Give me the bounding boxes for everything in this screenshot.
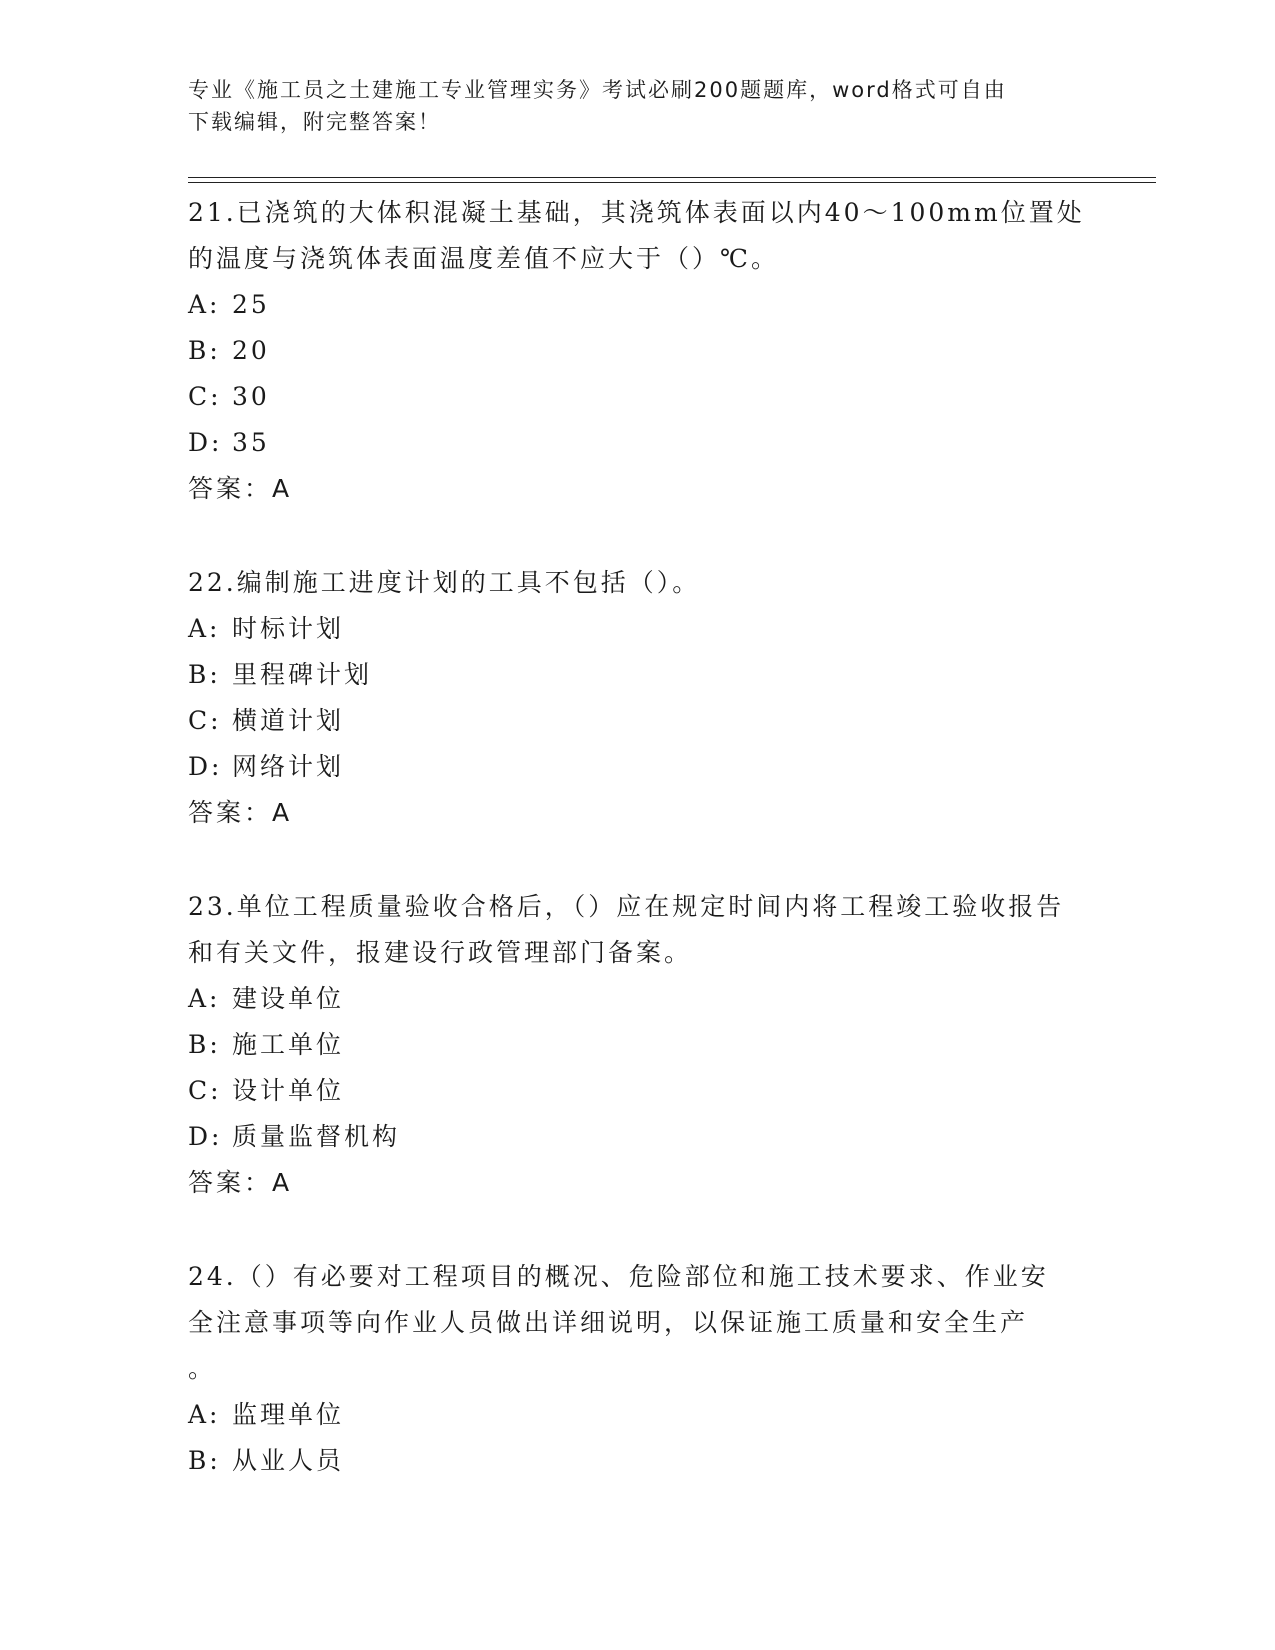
option-b [188, 1022, 1088, 1068]
option-text: 35 [232, 428, 270, 457]
header-line-1: 专业《施工员之土建施工专业管理实务》考试必刷200题题库，word格式可自由 [188, 78, 1007, 102]
option-d [188, 1114, 1088, 1160]
option-c [188, 698, 1088, 744]
option-a [188, 606, 1088, 652]
option-b [188, 1438, 1088, 1484]
option-letter: C: [188, 1076, 222, 1105]
option-text: 质量监督机构 [232, 1122, 401, 1151]
option-text: 施工单位 [232, 1030, 345, 1059]
question-22 [188, 560, 1088, 836]
option-a [188, 282, 1088, 328]
header-divider-top [188, 177, 1156, 178]
option-text: 时标计划 [232, 614, 345, 643]
option-text: 网络计划 [232, 752, 345, 781]
option-letter: B: [188, 1030, 221, 1059]
question-23 [188, 884, 1088, 1206]
option-letter: D: [188, 752, 223, 781]
question-text: 23.单位工程质量验收合格后，（）应在规定时间内将工程竣工验收报告和有关文件，报建设行政管理部门备案。 [188, 892, 1065, 967]
option-a [188, 976, 1088, 1022]
option-text: 20 [232, 336, 270, 365]
answer-line: 答案：A [188, 1168, 293, 1197]
option-letter: A: [188, 984, 221, 1013]
option-text: 横道计划 [232, 706, 345, 735]
option-d [188, 420, 1088, 466]
option-letter: A: [188, 614, 221, 643]
option-letter: B: [188, 1446, 221, 1475]
option-b [188, 652, 1088, 698]
option-c [188, 374, 1088, 420]
option-text: 25 [232, 290, 270, 319]
question-list [188, 190, 1088, 1532]
option-letter: A: [188, 290, 221, 319]
option-text: 30 [232, 382, 270, 411]
option-letter: B: [188, 336, 221, 365]
answer-line: 答案：A [188, 474, 293, 503]
option-text: 里程碑计划 [232, 660, 373, 689]
question-21 [188, 190, 1088, 512]
header-divider-bottom [188, 182, 1156, 183]
option-letter: C: [188, 382, 222, 411]
question-text-line-2: 全注意事项等向作业人员做出详细说明，以保证施工质量和安全生产 [188, 1308, 1029, 1337]
option-letter: D: [188, 428, 223, 457]
option-d [188, 744, 1088, 790]
question-text: 22.编制施工进度计划的工具不包括（）。 [188, 568, 701, 597]
option-letter: C: [188, 706, 222, 735]
option-text: 设计单位 [232, 1076, 345, 1105]
answer-line: 答案：A [188, 798, 293, 827]
option-text: 监理单位 [232, 1400, 345, 1429]
question-text-line-1: 24.（）有必要对工程项目的概况、危险部位和施工技术要求、作业安 [188, 1262, 1049, 1291]
option-b [188, 328, 1088, 374]
document-header [188, 74, 1088, 138]
question-text [188, 1254, 1088, 1392]
option-text: 建设单位 [232, 984, 345, 1013]
option-letter: B: [188, 660, 221, 689]
question-text-line-3: 。 [188, 1354, 217, 1383]
header-line-2: 下载编辑，附完整答案！ [188, 110, 441, 134]
question-24 [188, 1254, 1088, 1484]
option-letter: D: [188, 1122, 223, 1151]
option-letter: A: [188, 1400, 221, 1429]
option-text: 从业人员 [232, 1446, 345, 1475]
option-c [188, 1068, 1088, 1114]
option-a [188, 1392, 1088, 1438]
question-text: 21.已浇筑的大体积混凝土基础，其浇筑体表面以内40～100mm位置处的温度与浇筑体表面温度差值不应大于（）℃。 [188, 198, 1085, 273]
